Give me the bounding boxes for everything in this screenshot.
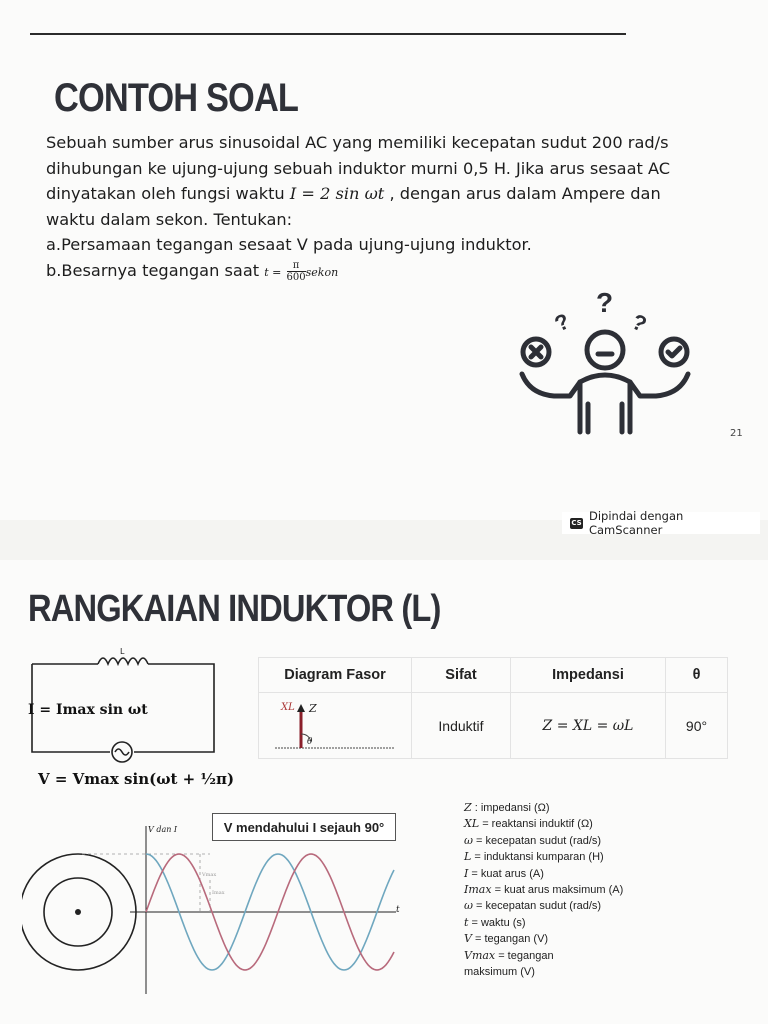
legend-symbol: XL <box>464 817 480 831</box>
camscanner-text: Dipindai dengan CamScanner <box>588 509 684 537</box>
legend-symbol: I <box>464 866 469 880</box>
graph-x-axis-label: t <box>396 905 400 915</box>
question-mark-right: ? <box>627 308 651 338</box>
header-sifat: Sifat <box>412 658 511 693</box>
fraction-denominator: 600 <box>286 271 306 283</box>
phase-lead-callout: V mendahului I sejauh 90° <box>212 813 396 841</box>
graph-y-axis-label: V dan I <box>148 825 178 834</box>
legend-item <box>464 882 623 898</box>
question-b-text: b.Besarnya tegangan saat <box>46 260 260 280</box>
legend-symbol: ω <box>464 833 473 847</box>
confused-person-icon <box>510 282 700 442</box>
legend-symbol: Vmax <box>464 948 496 962</box>
current-function: I = 2 sin ωt <box>289 184 385 203</box>
symbol-legend <box>464 800 623 980</box>
legend-item <box>464 915 623 931</box>
legend-item <box>464 948 623 964</box>
voltage-equation: V = Vmax sin(ωt + ½π) <box>38 770 235 788</box>
inductor-properties-table <box>258 657 728 759</box>
legend-symbol: t <box>464 915 469 929</box>
legend-description: = waktu (s) <box>468 916 526 929</box>
legend-item <box>464 931 623 947</box>
sifat-cell: Induktif <box>412 693 511 759</box>
phasor-theta-label: θ <box>307 737 313 747</box>
legend-description: = kuat arus maksimum (A) <box>491 884 624 897</box>
legend-description: : impedansi (Ω) <box>471 802 550 814</box>
legend-symbol: V <box>464 932 472 946</box>
header-theta: θ <box>666 658 728 693</box>
inductor-label: L <box>120 647 125 656</box>
legend-description: = kecepatan sudut (rad/s) <box>472 834 602 847</box>
legend-description: = tegangan <box>495 949 554 962</box>
top-rule <box>30 33 626 35</box>
line3-text-after: , dengan arus dalam Ampere dan <box>384 184 661 203</box>
phasor-xl-label: XL <box>281 702 295 713</box>
legend-description: = reaktansi induktif (Ω) <box>479 818 593 831</box>
vmax-marker-label: Vmax <box>202 872 217 878</box>
time-variable: t = <box>264 265 282 279</box>
legend-description: = kuat arus (A) <box>468 867 544 880</box>
legend-symbol: Z <box>464 801 472 814</box>
phasor-z-label: Z <box>309 702 317 715</box>
time-unit: sekon <box>305 265 339 279</box>
question-b <box>46 258 746 286</box>
question-a: a.Persamaan tegangan sesaat V pada ujung-ujung induktor. <box>46 235 532 254</box>
legend-item <box>464 800 623 816</box>
problem-line-2: dihubungan ke ujung-ujung sebuah induktor murni 0,5 H. Jika arus sesaat AC <box>46 158 671 178</box>
impedansi-cell: Z = XL = ωL <box>511 693 666 759</box>
imax-marker-label: Imax <box>212 890 225 896</box>
camscanner-watermark <box>562 509 760 537</box>
legend-item <box>464 964 623 980</box>
current-equation: I = Imax sin ωt <box>28 702 148 718</box>
time-fraction <box>287 260 306 283</box>
legend-item <box>464 898 623 914</box>
page-title: CONTOH SOAL <box>54 76 299 120</box>
phasor-diagram <box>265 694 405 754</box>
legend-symbol: L <box>464 850 472 864</box>
question-mark-top: ? <box>596 287 614 318</box>
header-impedansi: Impedansi <box>511 658 666 693</box>
section-title: RANGKAIAN INDUKTOR (L) <box>28 588 441 630</box>
problem-text <box>46 130 746 285</box>
legend-symbol: Imax <box>464 883 492 897</box>
table-row <box>259 693 728 759</box>
legend-description: = kecepatan sudut (rad/s) <box>472 900 602 913</box>
legend-symbol: ω <box>464 899 473 913</box>
legend-item <box>464 849 623 865</box>
line3-text-before: dinyatakan oleh fungsi waktu <box>46 184 290 203</box>
phasor-diagram-cell <box>259 693 412 759</box>
legend-description: = induktansi kumparan (H) <box>471 851 604 864</box>
theta-cell: 90° <box>666 693 728 759</box>
camscanner-logo-icon: CS <box>571 519 582 527</box>
header-diagram-fasor: Diagram Fasor <box>259 658 412 693</box>
legend-description: = tegangan (V) <box>471 933 549 946</box>
legend-item <box>464 866 623 882</box>
question-mark-left: ? <box>550 308 574 337</box>
legend-item <box>464 833 623 849</box>
page-number: 21 <box>730 428 743 439</box>
fraction-numerator: π <box>287 260 306 272</box>
problem-line-3 <box>46 181 746 207</box>
problem-line-4: waktu dalam sekon. Tentukan: <box>46 209 293 229</box>
problem-line-1: Sebuah sumber arus sinusoidal AC yang memiliki kecepatan sudut 200 rad/s <box>46 133 669 152</box>
table-header-row <box>259 658 728 693</box>
legend-description: maksimum (V) <box>464 966 535 979</box>
legend-item <box>464 816 623 832</box>
